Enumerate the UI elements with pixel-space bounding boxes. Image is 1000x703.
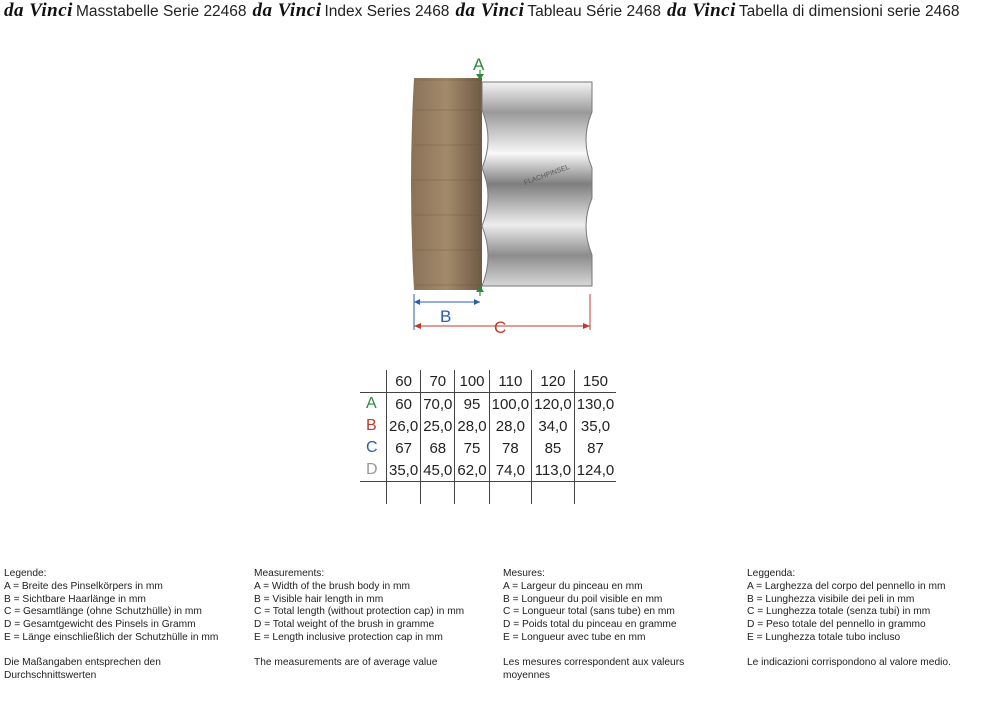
brand-logo: da Vinci	[4, 0, 73, 21]
table-cell: 60	[387, 393, 421, 416]
legend-note	[503, 657, 684, 683]
legend-line: E = Length inclusive protection cap in mm	[254, 631, 443, 643]
table-cell: 28,0	[489, 415, 532, 437]
legend-line: B = Longueur du poil visible en mm	[503, 593, 663, 605]
table-cell: 35,0	[387, 459, 421, 482]
size-header: 120	[532, 370, 575, 393]
table-cell: 45,0	[421, 459, 455, 482]
legend-line: B = Visible hair length in mm	[254, 593, 384, 605]
legend-line: B = Sichtbare Haarlänge in mm	[4, 593, 146, 605]
legend-title: Legende:	[4, 568, 47, 579]
header-title-it: Tabella di dimensioni serie 2468	[738, 3, 960, 20]
legend-line: E = Länge einschließlich der Schutzhülle in mm	[4, 631, 219, 643]
brand-logo: da Vinci	[455, 0, 525, 21]
table-header-row	[360, 370, 616, 393]
table-row	[360, 437, 616, 459]
row-label-c: C	[366, 439, 378, 456]
table-cell: 68	[421, 437, 455, 459]
table-cell: 113,0	[532, 459, 575, 482]
row-label-a: A	[366, 395, 377, 412]
table-empty-row	[360, 482, 616, 505]
table-cell: 124,0	[574, 459, 616, 482]
table-cell: 70,0	[421, 393, 455, 416]
table-cell: 87	[574, 437, 616, 459]
size-header: 150	[574, 370, 616, 393]
table-cell: 95	[455, 393, 489, 416]
legend-note	[4, 657, 218, 683]
table-cell: 100,0	[489, 393, 532, 416]
header-title-de: Masstabelle Serie 22468	[75, 3, 247, 20]
legend-fr	[503, 568, 684, 682]
legend-title: Measurements:	[254, 568, 325, 579]
legend-line: B = Lunghezza visibile dei peli in mm	[747, 593, 915, 605]
page-header	[4, 1, 965, 22]
table-cell: 74,0	[489, 459, 532, 482]
legend-line: C = Total length (without protection cap) in mm	[254, 606, 465, 618]
table-cell: 62,0	[455, 459, 489, 482]
legend-line: D = Gesamtgewicht des Pinsels in Gramm	[4, 619, 196, 631]
header-title-en: Index Series 2468	[324, 3, 450, 20]
legend-line: A = Largeur du pinceau en mm	[503, 580, 643, 592]
table-row	[360, 415, 616, 437]
legend-line: C = Longueur total (sans tube) en mm	[503, 606, 675, 618]
ferrule-text: FLACHPINSEL	[523, 163, 571, 187]
legend-line: D = Total weight of the brush in gramme	[254, 619, 435, 631]
label-c: C	[494, 318, 507, 337]
legend-title: Mesures:	[503, 568, 545, 579]
legend-line: A = Larghezza del corpo del pennello in mm	[747, 580, 946, 592]
table-row	[360, 459, 616, 482]
legend-line: D = Poids total du pinceau en gramme	[503, 619, 677, 631]
size-table	[360, 370, 616, 504]
table-cell: 85	[532, 437, 575, 459]
legend-line: E = Lunghezza totale tubo incluso	[747, 631, 901, 643]
table-cell: 75	[455, 437, 489, 459]
legend-note-line: Die Maßangaben entsprechen den	[4, 656, 161, 668]
table-cell: 25,0	[421, 415, 455, 437]
table-cell: 35,0	[574, 415, 616, 437]
size-header: 60	[387, 370, 421, 393]
legend-line: E = Longueur avec tube en mm	[503, 631, 646, 643]
size-header: 110	[489, 370, 532, 393]
table-row	[360, 393, 616, 416]
legend-line: A = Breite des Pinselkörpers in mm	[4, 580, 163, 592]
legend-line: D = Peso totale del pennello in grammo	[747, 619, 926, 631]
table-corner	[360, 370, 387, 393]
table-cell: 130,0	[574, 393, 616, 416]
legend-note-line: The measurements are of average value	[254, 656, 438, 668]
legend-it	[747, 568, 951, 670]
table-cell: 26,0	[387, 415, 421, 437]
brand-logo: da Vinci	[252, 0, 322, 21]
size-header: 70	[421, 370, 455, 393]
legend-line: C = Lunghezza totale (senza tubi) in mm	[747, 606, 931, 618]
legend-de	[4, 568, 218, 682]
legend-line: A = Width of the brush body in mm	[254, 580, 411, 592]
table-cell: 28,0	[455, 415, 489, 437]
label-b: B	[440, 307, 452, 326]
legend-note-line: Le indicazioni corrispondono al valore medio.	[747, 656, 951, 668]
legend-note-line: Durchschnittswerten	[4, 669, 97, 681]
table-cell: 78	[489, 437, 532, 459]
legend-title: Leggenda:	[747, 568, 796, 579]
legend-note	[254, 657, 464, 670]
brush-drawing	[400, 50, 610, 340]
size-header: 100	[455, 370, 489, 393]
header-title-fr: Tableau Série 2468	[527, 3, 661, 20]
table-cell: 67	[387, 437, 421, 459]
legend-line: C = Gesamtlänge (ohne Schutzhülle) in mm	[4, 606, 202, 618]
legend-note	[747, 657, 951, 670]
brush-ferrule	[482, 82, 592, 286]
legend-en	[254, 568, 464, 670]
brand-logo: da Vinci	[666, 0, 736, 21]
label-a: A	[473, 55, 485, 74]
row-label-b: B	[366, 417, 377, 434]
table-cell: 34,0	[532, 415, 575, 437]
table-cell: 120,0	[532, 393, 575, 416]
row-label-d: D	[360, 459, 387, 482]
legend-note-line: moyennes	[503, 669, 551, 681]
legend-note-line: Les mesures correspondent aux valeurs	[503, 656, 685, 668]
